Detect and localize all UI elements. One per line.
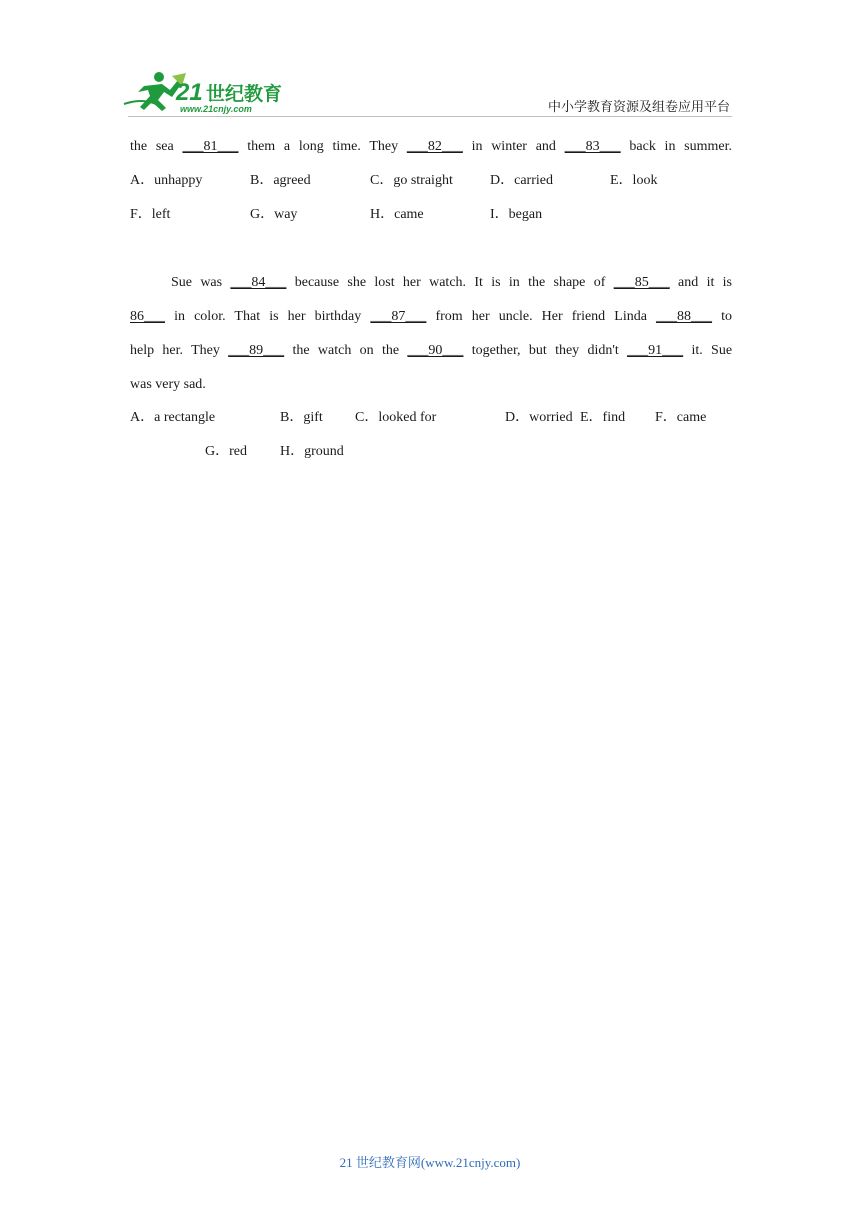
passage2-line-1 — [171, 272, 732, 294]
option-b: B．gift — [280, 410, 323, 425]
option-e: E．look — [610, 173, 658, 188]
text-segment: from her uncle. Her friend Linda — [435, 309, 657, 324]
header-tagline: 中小学教育资源及组卷应用平台 — [547, 100, 730, 115]
text-segment: it. Sue — [691, 343, 733, 358]
option-g: G．way — [250, 207, 298, 222]
text-segment: them a long time. They — [247, 139, 407, 154]
option-c: C．go straight — [370, 173, 453, 188]
text-segment: to — [721, 309, 733, 324]
blank-83: ___83___ — [564, 139, 621, 154]
blank-91: ___91___ — [627, 343, 684, 358]
blank-81: ___81___ — [182, 139, 239, 154]
logo-number: 21 — [176, 79, 203, 106]
option-h: H．came — [370, 207, 424, 222]
option-c: C．looked for — [355, 410, 437, 425]
option-g: G．red — [205, 444, 247, 459]
blank-89: ___89___ — [228, 343, 285, 358]
blank-86: 86___ — [130, 309, 165, 324]
header-divider — [128, 116, 732, 117]
option-h: H．ground — [280, 444, 344, 459]
option-a: A．unhappy — [130, 173, 203, 188]
text-segment: back in summer. — [629, 139, 733, 154]
passage2-line-2 — [130, 306, 732, 328]
blank-87: ___87___ — [370, 309, 427, 324]
option-i: I．began — [490, 207, 543, 222]
passage1-line-1 — [130, 136, 732, 158]
option-a: A．a rectangle — [130, 410, 216, 425]
text-segment: in winter and — [471, 139, 565, 154]
page-footer: 21 世纪教育网(www.21cnjy.com) — [339, 1155, 521, 1170]
logo-url: www.21cnjy.com — [180, 104, 252, 114]
text-segment: help her. They — [130, 343, 229, 358]
text-segment: and it is — [678, 275, 733, 290]
runner-logo-icon — [122, 70, 290, 114]
blank-90: ___90___ — [407, 343, 464, 358]
option-d: D．worried — [505, 410, 573, 425]
option-e: E．find — [580, 410, 626, 425]
blank-82: ___82___ — [406, 139, 463, 154]
option-f: F．came — [655, 410, 707, 425]
text-segment: because she lost her watch. It is in the shape of — [294, 275, 614, 290]
passage2-line-4: was very sad. — [130, 377, 206, 392]
text-segment: Sue was — [171, 275, 231, 290]
option-f: F．left — [130, 207, 171, 222]
text-segment: in color. That is her birthday — [174, 309, 371, 324]
site-logo — [122, 70, 290, 114]
text-segment: together, but they didn't — [471, 343, 628, 358]
option-b: B．agreed — [250, 173, 311, 188]
blank-84: ___84___ — [230, 275, 287, 290]
blank-88: ___88___ — [656, 309, 713, 324]
blank-85: ___85___ — [613, 275, 670, 290]
text-segment: the watch on the — [292, 343, 408, 358]
passage2-line-3 — [130, 340, 732, 362]
logo-cn-text: 世纪教育 — [206, 83, 283, 105]
option-d: D．carried — [490, 173, 553, 188]
text-segment: the sea — [130, 139, 183, 154]
